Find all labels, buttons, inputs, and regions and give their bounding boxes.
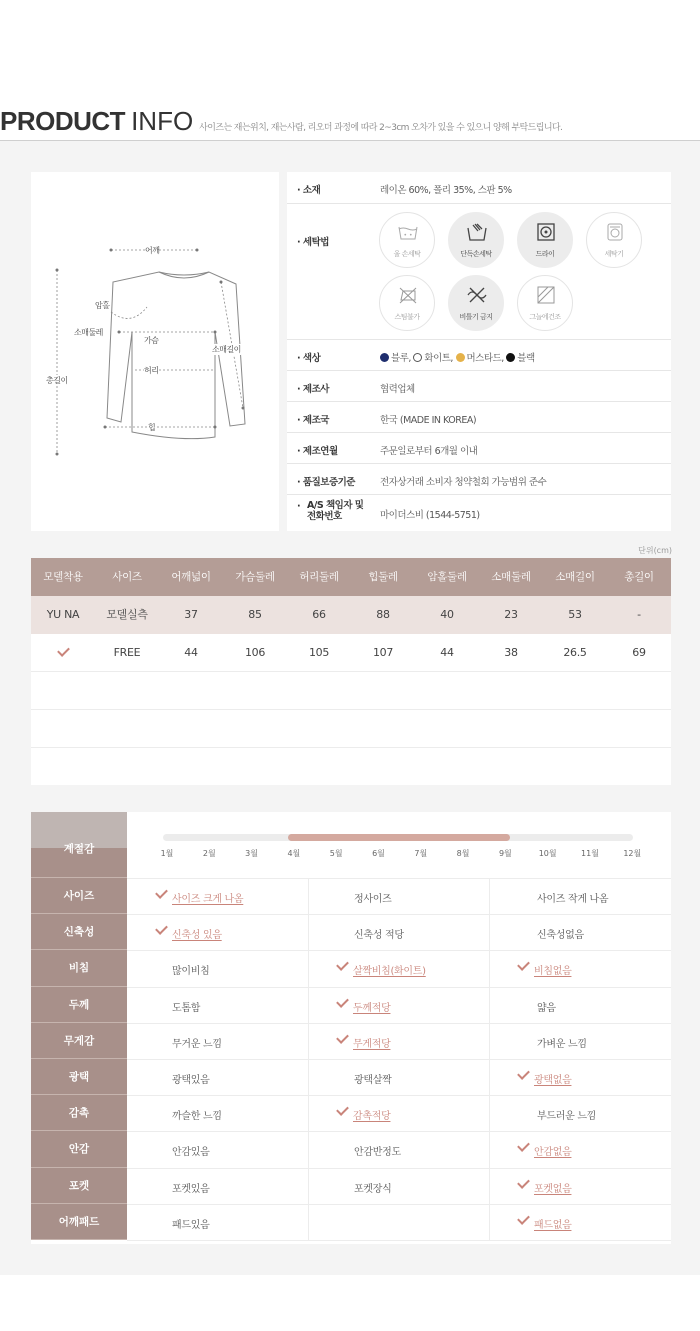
country-value: 한국 (MADE IN KOREA): [380, 415, 477, 426]
washing-machine-icon: [604, 221, 626, 243]
shade-dry-icon: [535, 284, 557, 306]
color-key: · 색상: [297, 353, 321, 364]
fit-option: 신축성 있음: [172, 930, 222, 942]
maker-value: 협력업체: [380, 384, 415, 395]
col-divider: [308, 1131, 309, 1167]
fit-option: 무거운 느낌: [172, 1038, 222, 1050]
size-note: 사이즈는 재는위치, 재는사람, 리오더 과정에 따라 2~3cm 오차가 있을 수 있으니 양해 부탁드립니다.: [199, 123, 563, 133]
table-cell: YU NA: [46, 608, 80, 621]
col-divider: [308, 987, 309, 1023]
fit-option: 도톰함: [172, 1002, 201, 1014]
fit-option: 감촉적당: [353, 1111, 391, 1123]
col-divider: [489, 1204, 490, 1240]
fit-option: 안감반정도: [354, 1147, 401, 1159]
header-cell: 가슴둘레: [235, 571, 275, 583]
empty-row: [31, 710, 671, 748]
table-cell: 107: [372, 646, 394, 659]
table-cell: FREE: [113, 646, 141, 659]
label-shoulder: 어깨: [145, 246, 160, 255]
fit-option: 포켓없음: [534, 1183, 572, 1195]
dry-clean-icon: [535, 221, 557, 243]
row-divider: [127, 1023, 671, 1024]
col-divider: [308, 1023, 309, 1059]
fit-option: 포켓있음: [172, 1183, 210, 1195]
fit-option: 사이즈 작게 나옴: [537, 894, 609, 905]
fit-option: 신축성없음: [537, 930, 584, 942]
fit-option: 얇음: [537, 1002, 556, 1014]
title-light: INFO: [131, 106, 194, 136]
col-divider: [489, 1023, 490, 1059]
info-row-quality: [287, 464, 671, 495]
row-divider: [127, 1095, 671, 1096]
header-cell: 어깨넓이: [171, 571, 211, 583]
wash-hand-separately: [448, 212, 504, 268]
header-cell: 소매길이: [555, 571, 595, 583]
table-cell: 88: [376, 608, 390, 621]
fit-key-3: 두께: [31, 987, 127, 1023]
col-divider: [489, 914, 490, 950]
washing-key: · 세탁법: [297, 237, 329, 248]
wash-dry-clean: [517, 212, 573, 268]
fit-option: 비침없음: [534, 966, 572, 978]
fit-option: 포켓장식: [354, 1183, 392, 1195]
date-value: 주문일로부터 6개월 이내: [380, 446, 478, 457]
info-row-maker: [287, 371, 671, 402]
color-mustard: 머스타드,: [466, 353, 504, 364]
fit-key-1: 신축성: [31, 914, 127, 950]
country-key: · 제조국: [297, 415, 329, 426]
fit-option: 신축성 적당: [354, 930, 404, 942]
size-table-header: [31, 558, 671, 596]
product-info-panel: [287, 172, 671, 531]
as-bullet: ·: [297, 501, 301, 512]
fit-option: 무게적당: [353, 1038, 391, 1050]
garment-sketch: [31, 172, 279, 531]
table-cell: 106: [244, 646, 266, 659]
label-total-len: 총길이: [46, 376, 68, 385]
unit-label: 단위(cm): [638, 546, 672, 555]
quality-value: 전자상거래 소비자 청약철회 가능범위 준수: [380, 477, 547, 488]
col-divider: [308, 1059, 309, 1095]
info-row-country: [287, 402, 671, 433]
wash-no-wring: [448, 275, 504, 331]
info-row-as: [287, 495, 671, 531]
season-range-bar: [288, 834, 510, 841]
col-divider: [308, 950, 309, 986]
no-steam-icon: [397, 284, 419, 306]
wool-hand-wash-icon: [397, 221, 419, 243]
as-key: A/S 책임자 및 전화번호: [307, 500, 364, 522]
col-divider: [308, 1095, 309, 1131]
wash-label: 그늘에건조: [529, 313, 561, 321]
month-label: 5월: [329, 849, 343, 858]
row-divider: [127, 987, 671, 988]
col-divider: [489, 1095, 490, 1131]
fit-option: 사이즈 크게 나옴: [172, 894, 244, 905]
table-cell: 37: [184, 608, 198, 621]
row-divider: [127, 1059, 671, 1060]
header-cell: 사이즈: [112, 571, 142, 583]
month-label: 12월: [623, 849, 642, 858]
wash-label: 세탁기: [604, 250, 624, 258]
wash-label: 단독손세탁: [460, 250, 492, 258]
season-key-label: 계절감: [63, 843, 95, 855]
month-label: 3월: [245, 849, 258, 858]
mustard-swatch: [456, 353, 465, 362]
fit-option: 광택살짝: [354, 1075, 392, 1086]
fit-table: [31, 812, 671, 1244]
date-key: · 제조연월: [297, 446, 338, 457]
table-cell: 69: [632, 646, 646, 659]
header-cell: 암홀둘레: [427, 571, 467, 583]
table-cell: 모델실측: [106, 608, 148, 621]
info-row-color: [287, 340, 671, 371]
empty-row: [31, 672, 671, 710]
header-cell: 힙둘레: [368, 571, 398, 583]
col-divider: [489, 950, 490, 986]
col-divider: [489, 878, 490, 914]
wash-label: 스팀불가: [394, 313, 420, 321]
fit-key-9: 어깨패드: [31, 1204, 127, 1240]
month-label: 2월: [202, 849, 216, 858]
svg-text:• •: • •: [403, 232, 413, 239]
label-armhole: 암홀: [95, 301, 110, 310]
row-divider: [127, 1204, 671, 1205]
info-row-material: [287, 172, 671, 204]
material-value: 레이온 60%, 폴리 35%, 스판 5%: [380, 185, 512, 196]
black-swatch: [506, 353, 515, 362]
col-divider: [489, 1168, 490, 1204]
label-sleeve-len: 소매길이: [212, 345, 241, 354]
white-swatch: [413, 353, 422, 362]
color-white: 화이트,: [424, 353, 453, 364]
row-divider: [127, 1240, 671, 1241]
material-key: · 소재: [297, 185, 321, 196]
fit-key-8: 포켓: [31, 1168, 127, 1204]
info-row-date: [287, 433, 671, 464]
fit-option: 정사이즈: [354, 894, 392, 905]
col-divider: [489, 1059, 490, 1095]
maker-key: · 제조사: [297, 384, 329, 395]
info-row-washing: [287, 204, 671, 340]
title-bold: PRODUCT: [0, 106, 126, 136]
col-divider: [308, 1168, 309, 1204]
fit-option: 많이비침: [172, 966, 210, 978]
size-table: [31, 558, 671, 785]
wash-label: 울 손세탁: [393, 250, 421, 258]
table-cell: 23: [504, 608, 518, 621]
label-hip: 힙: [148, 423, 156, 432]
table-cell: -: [637, 608, 641, 621]
table-cell: 44: [184, 646, 198, 659]
wash-wool-hand: [379, 212, 435, 268]
fit-option: 두께적당: [353, 1002, 391, 1014]
table-cell: 66: [312, 608, 326, 621]
table-row: [31, 634, 671, 672]
footer-space: [31, 1244, 671, 1275]
check-cell: [31, 634, 95, 671]
table-cell: 85: [248, 608, 262, 621]
check-icon: [57, 644, 70, 657]
fit-option: 가벼운 느낌: [537, 1038, 587, 1050]
color-black: 블랙: [517, 353, 535, 364]
wash-label: 비틀기 금지: [459, 313, 493, 321]
month-label: 8월: [456, 849, 470, 858]
fit-option: 광택있음: [172, 1075, 210, 1086]
fit-option: 안감있음: [172, 1147, 210, 1159]
fit-key-7: 안감: [31, 1131, 127, 1167]
color-options: [380, 350, 535, 364]
row-divider: [127, 950, 671, 951]
as-value: 마이더스비 (1544-5751): [380, 510, 480, 521]
fit-option: 안감없음: [534, 1147, 572, 1159]
row-divider: [127, 878, 671, 879]
month-label: 1월: [160, 849, 174, 858]
table-cell: 105: [308, 646, 330, 659]
model-row: [31, 596, 671, 634]
label-waist: 허리: [144, 366, 159, 375]
empty-row: [31, 748, 671, 786]
month-label: 11월: [581, 849, 599, 858]
month-label: 4월: [287, 849, 301, 858]
fit-option: 살짝비침(화이트): [353, 966, 426, 978]
table-cell: 26.5: [563, 646, 587, 659]
row-divider: [127, 1168, 671, 1169]
col-divider: [489, 1131, 490, 1167]
label-chest: 가슴: [144, 336, 159, 345]
fit-key-5: 광택: [31, 1059, 127, 1095]
label-sleeve-circ: 소매둘레: [74, 328, 103, 337]
header-cell: 허리둘레: [299, 571, 339, 583]
table-cell: 44: [440, 646, 454, 659]
col-divider: [308, 878, 309, 914]
table-cell: 53: [568, 608, 582, 621]
fit-key-4: 무게감: [31, 1023, 127, 1059]
hand-wash-separately-icon: [466, 221, 488, 243]
wash-no-steam: [379, 275, 435, 331]
fit-option: 부드러운 느낌: [537, 1111, 597, 1123]
fit-option: 패드있음: [172, 1219, 210, 1231]
no-wring-icon: [466, 284, 488, 306]
wash-shade-dry: [517, 275, 573, 331]
season-key: [31, 812, 127, 878]
size-diagram: [31, 172, 279, 531]
fit-key-2: 비침: [31, 950, 127, 986]
fit-key-0: 사이즈: [31, 878, 127, 914]
month-label: 6월: [372, 849, 385, 858]
col-divider: [489, 987, 490, 1023]
header-cell: 소매둘레: [491, 571, 531, 583]
fit-option: 광택없음: [534, 1075, 572, 1086]
table-cell: 38: [504, 646, 518, 659]
quality-key: · 품질보증기준: [297, 477, 355, 488]
blue-swatch: [380, 353, 389, 362]
fit-option: 패드없음: [534, 1219, 572, 1231]
month-label: 7월: [414, 849, 428, 858]
month-label: 9월: [498, 849, 512, 858]
row-divider: [127, 914, 671, 915]
header-cell: 모델착용: [43, 571, 83, 583]
col-divider: [308, 914, 309, 950]
fit-key-6: 감촉: [31, 1095, 127, 1131]
color-blue: 블루,: [391, 353, 411, 364]
wash-label: 드라이: [535, 250, 555, 258]
fit-option: 까슬한 느낌: [172, 1111, 222, 1123]
section-header: [0, 106, 700, 136]
header-cell: 총길이: [624, 571, 654, 583]
row-divider: [127, 1131, 671, 1132]
table-cell: 40: [440, 608, 454, 621]
wash-machine: [586, 212, 642, 268]
month-label: 10월: [538, 849, 557, 858]
col-divider: [308, 1204, 309, 1240]
